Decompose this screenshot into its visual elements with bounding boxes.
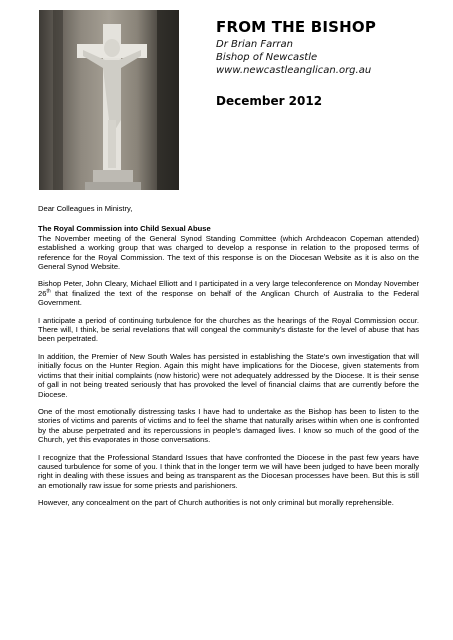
page-title: FROM THE BISHOP [216, 18, 377, 36]
author-name: Dr Brian Farran [216, 39, 293, 50]
letter-body [38, 204, 419, 516]
letter-header [216, 18, 436, 108]
website-link[interactable]: www.newcastleanglican.org.au [216, 65, 372, 76]
salutation: Dear Colleagues in Ministry, [38, 204, 133, 213]
paragraph-2 [38, 279, 419, 307]
paragraph-6: I recognize that the Professional Standard Issues that have confronted the Diocese in the past few years have caused turbulence for some of you. I think that in the longer term we will have been judged to have been morally right in dealing with these issues and being as transparent as the Diocesan processes have been. But this is still an emotionally raw issue for some priests and parishioners. [38, 452, 419, 490]
ordinal-suffix: th [46, 288, 51, 295]
paragraph-1: The November meeting of the General Synod Standing Committee (which Archdeacon Copeman attended) established a working group that was charged to develop a response in relation to the proposed terms of reference for the Royal Commission. The text of this response is on the Diocesan Website as it is also on the General Synod Website. [38, 233, 419, 272]
paragraph-5: One of the most emotionally distressing tasks I have had to undertake as the Bishop has been to listen to the stories of victims and parents of victims and to feel the shame that naturally arises within when one is confronted by the abuse perpetrated and its repercussions in people's damaged lives. I know so much of the good of the Church, yet this evaporates in those conversations. [38, 406, 419, 445]
author-role: Bishop of Newcastle [216, 52, 318, 63]
crucifix-illustration [39, 10, 179, 190]
paragraph-3: I anticipate a period of continuing turbulence for the churches as the hearings of the Royal Commission occur. There will, I think, be serial revelations that will congeal the community's distaste for the level of abuse that has been perpetrated. [38, 315, 419, 344]
paragraph-7: However, any concealment on the part of Church authorities is not only criminal but morally reprehensible. [38, 498, 394, 508]
crucifix-photo [39, 10, 179, 190]
paragraph-2-end: that finalized the text of the response on behalf of the Anglican Church of Australia to the Federal Government. [38, 288, 419, 308]
paragraph-4: In addition, the Premier of New South Wales has persisted in establishing the State's own investigation that will initially focus on the Hunter Region. Again this might have implications for the Diocese, given statements from victims that their initial complaints (now historic) were not adequately addressed by the Diocese. It is their sense of gall in not being treated seriously that has provoked the level of financial claims that are currently before the Diocese. [38, 351, 419, 399]
paragraph-2-start: Bishop Peter, John Cleary, Michael Elliott and I participated in a very large teleconference on Monday November 26 [38, 279, 419, 298]
issue-date: December 2012 [216, 94, 323, 108]
section-heading: The Royal Commission into Child Sexual Abuse [38, 224, 211, 234]
